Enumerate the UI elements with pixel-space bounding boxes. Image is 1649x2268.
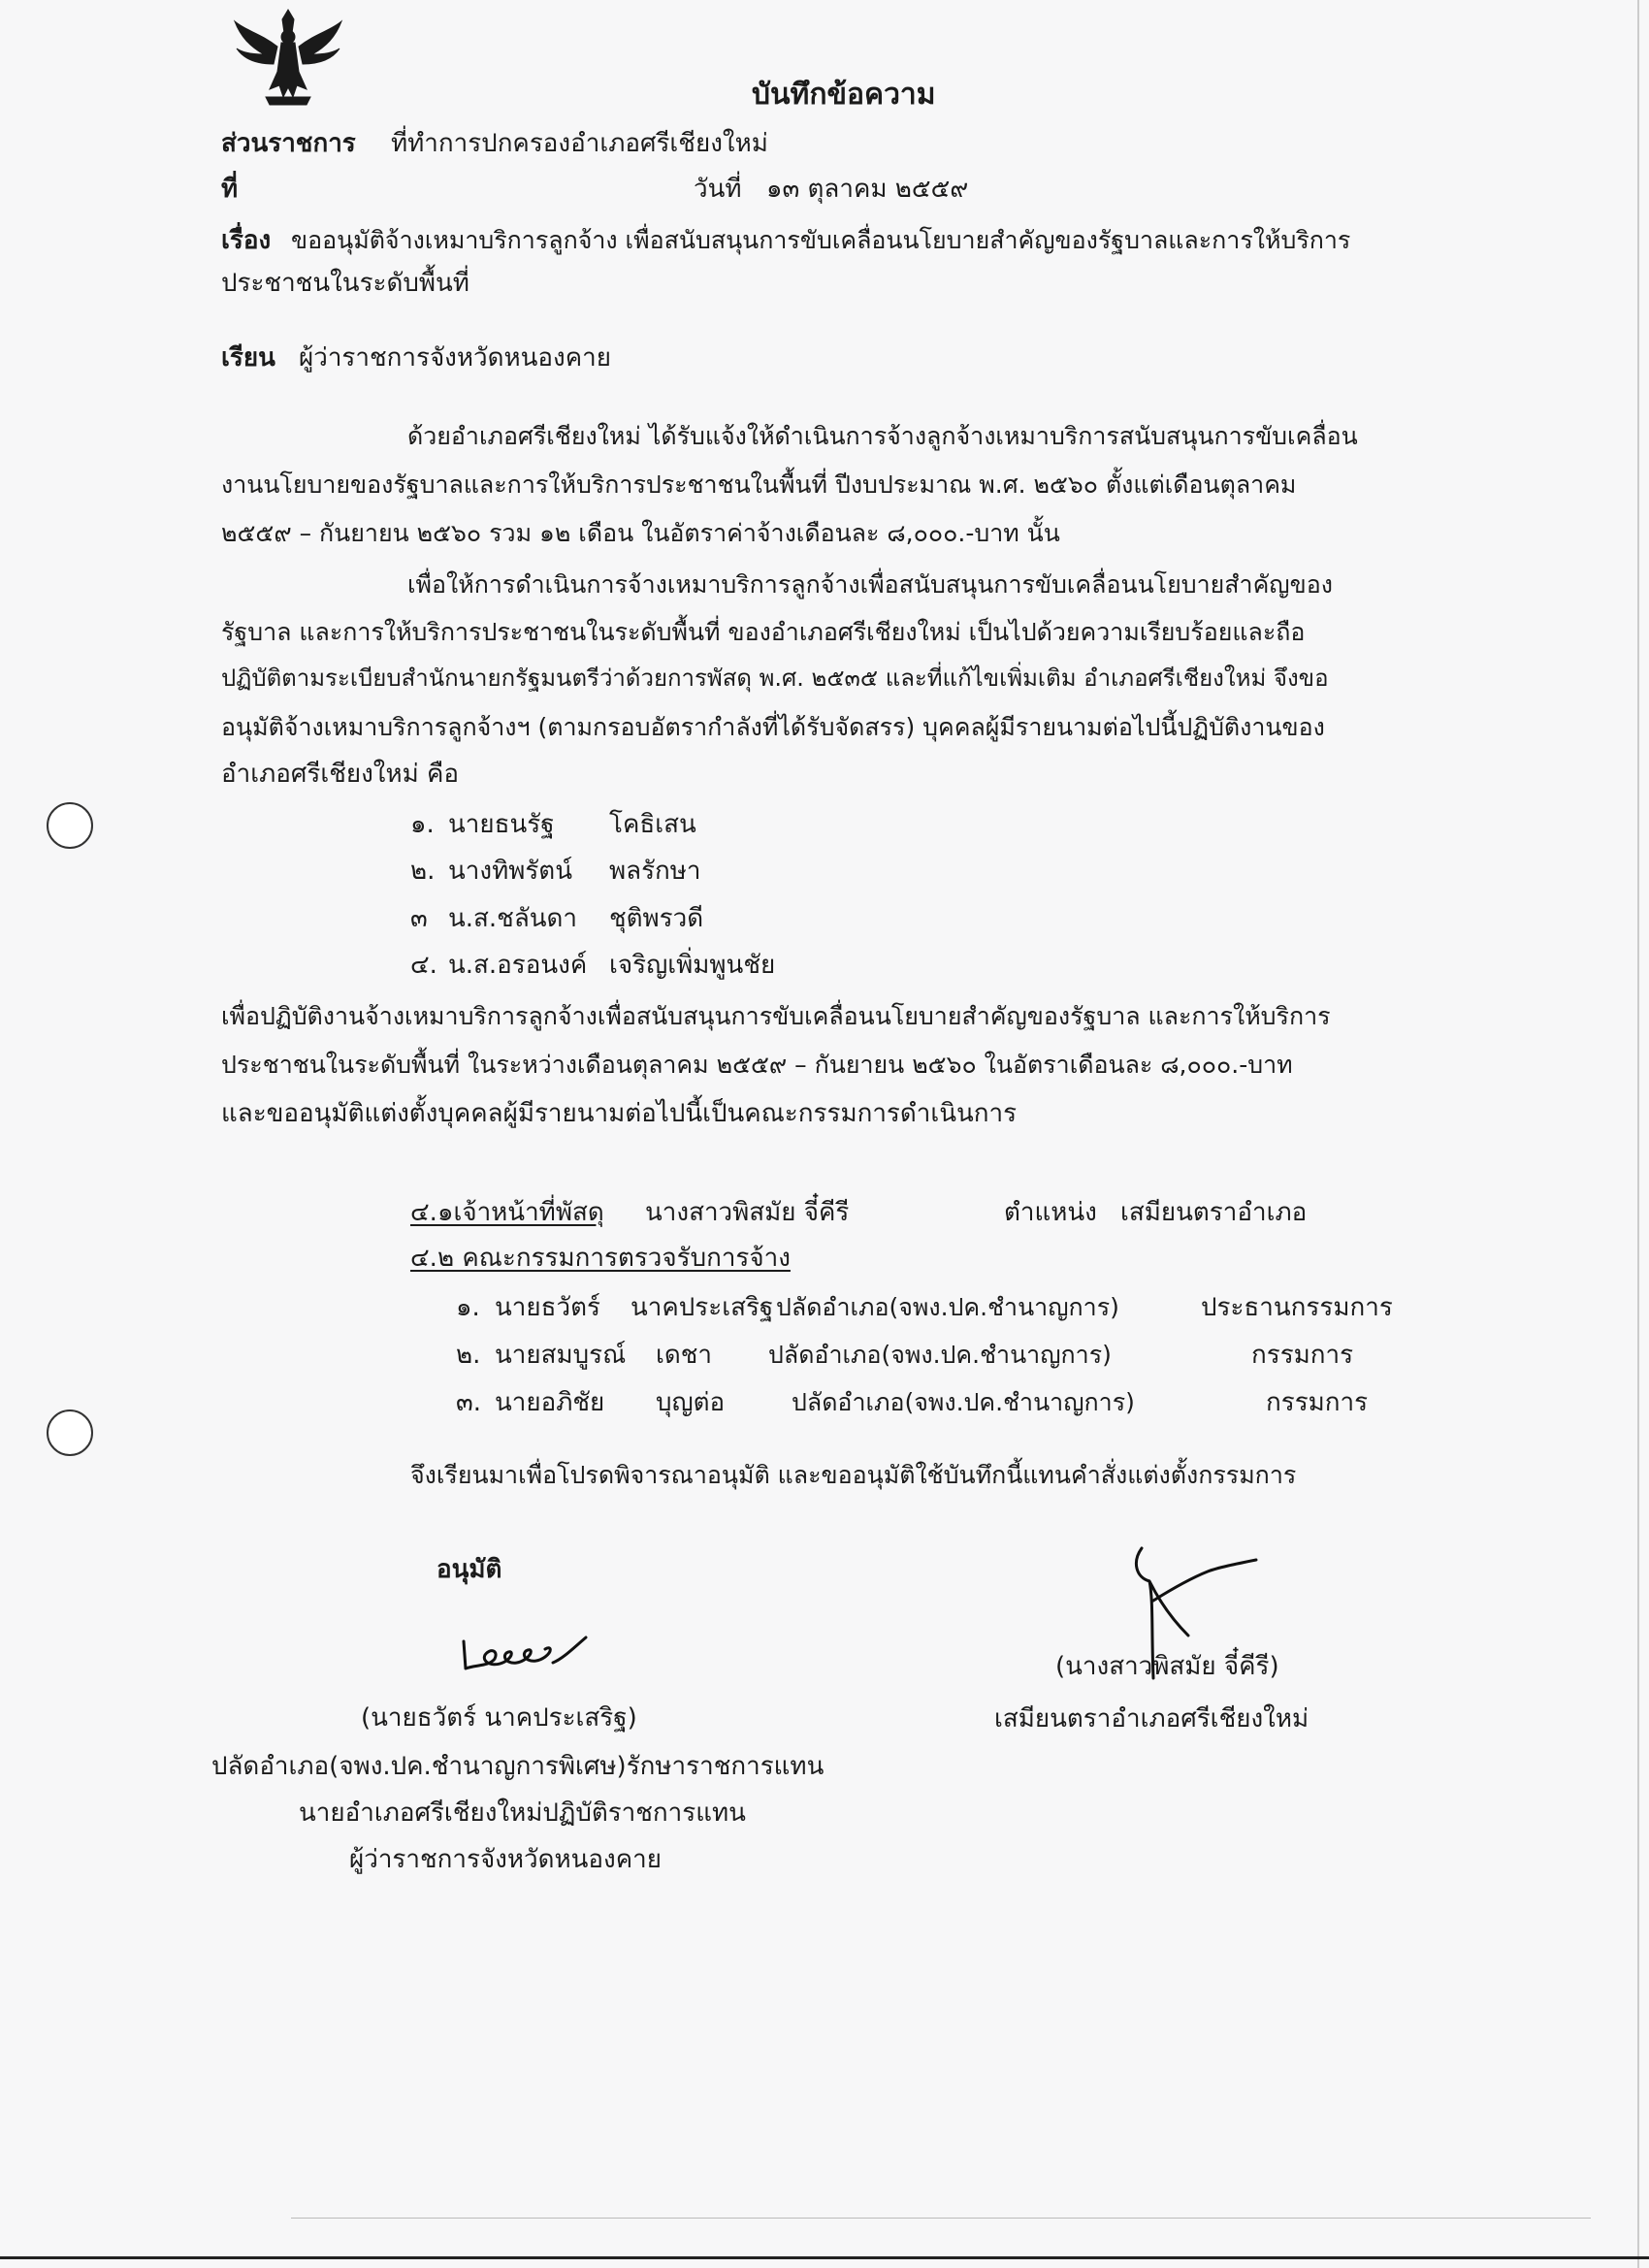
subject-label: เรื่อง: [221, 226, 272, 255]
supply-officer-label: ๔.๑เจ้าหน้าที่พัสดุ: [410, 1198, 604, 1227]
committee-last-name: บุญต่อ: [656, 1388, 726, 1417]
agency-label: ส่วนราชการ: [221, 129, 356, 158]
employee-last-name: ชุติพรวดี: [609, 904, 704, 933]
committee-number: ๓.: [456, 1388, 482, 1417]
committee-first-name: นายสมบูรณ์: [495, 1341, 627, 1370]
employee-last-name: เจริญเพิ่มพูนชัย: [609, 951, 776, 980]
punch-hole: [47, 1409, 93, 1456]
punch-hole: [47, 802, 93, 849]
para2-line: เพื่อให้การดำเนินการจ้างเหมาบริการลูกจ้างเพื่อสนับสนุนการขับเคลื่อนนโยบายสำคัญของ: [407, 570, 1333, 599]
employee-first-name: น.ส.ชลันดา: [448, 904, 578, 933]
para1-line: งานนโยบายของรัฐบาลและการให้บริการประชาชนในพื้นที่ ปีงบประมาณ พ.ศ. ๒๕๖๐ ตั้งแต่เดือนตุลาคม: [221, 470, 1297, 499]
para2-line: รัฐบาล และการให้บริการประชาชนในระดับพื้นที่ ของอำเภอศรีเชียงใหม่ เป็นไปด้วยความเรียบร้อยและถือ: [221, 618, 1306, 646]
supply-officer-position: เสมียนตราอำเภอ: [1120, 1198, 1308, 1227]
scan-edge: [1637, 0, 1639, 2268]
to-label: เรียน: [221, 343, 275, 373]
signer-name: (นางสาวพิสมัย จี๋คีรี): [1055, 1652, 1279, 1681]
para3-line: และขออนุมัติแต่งตั้งบุคคลผู้มีรายนามต่อไปนี้เป็นคณะกรรมการดำเนินการ: [221, 1099, 1018, 1128]
approver-title-line: นายอำเภอศรีเชียงใหม่ปฏิบัติราชการแทน: [299, 1798, 746, 1828]
committee-last-name: นาคประเสริฐ: [630, 1293, 774, 1322]
committee-role: กรรมการ: [1266, 1388, 1369, 1417]
committee-role: กรรมการ: [1251, 1341, 1354, 1370]
date-value: ๑๓ ตุลาคม ๒๕๕๙: [766, 175, 969, 204]
supply-officer-position-label: ตำแหน่ง: [1004, 1198, 1097, 1227]
scan-line: [291, 2218, 1591, 2219]
committee-label: ๔.๒ คณะกรรมการตรวจรับการจ้าง: [410, 1244, 791, 1273]
para2-line: อำเภอศรีเชียงใหม่ คือ: [221, 760, 460, 789]
approver-title-line: ปลัดอำเภอ(จพง.ปค.ชำนาญการพิเศษ)รักษาราชการแทน: [211, 1752, 824, 1781]
committee-position: ปลัดอำเภอ(จพง.ปค.ชำนาญการ): [768, 1341, 1112, 1369]
committee-role: ประธานกรรมการ: [1201, 1293, 1393, 1322]
para2-line: ปฏิบัติตามระเบียบสำนักนายกรัฐมนตรีว่าด้วยการพัสดุ พ.ศ. ๒๕๓๕ และที่แก้ไขเพิ่มเติม อำเภอศรีเชียงใหม่ จึงขอ: [221, 664, 1329, 692]
employee-number: ๔.: [410, 951, 437, 980]
employee-number: ๒.: [410, 857, 436, 886]
approver-signature: [456, 1630, 601, 1678]
para1-line: ด้วยอำเภอศรีเชียงใหม่ ได้รับแจ้งให้ดำเนินการจ้างลูกจ้างเหมาบริการสนับสนุนการขับเคลื่อน: [407, 422, 1358, 450]
employee-first-name: นายธนรัฐ: [448, 810, 555, 839]
ref-label: ที่: [221, 175, 239, 204]
para1-line: ๒๕๕๙ – กันยายน ๒๕๖๐ รวม ๑๒ เดือน ในอัตราค่าจ้างเดือนละ ๘,๐๐๐.-บาท นั้น: [221, 519, 1060, 547]
agency-value: ที่ทำการปกครองอำเภอศรีเชียงใหม่: [391, 129, 768, 158]
committee-first-name: นายอภิชัย: [495, 1388, 605, 1417]
date-label: วันที่: [694, 175, 742, 204]
para2-line: อนุมัติจ้างเหมาบริการลูกจ้างฯ (ตามกรอบอัตรากำลังที่ได้รับจัดสรร) บุคคลผู้มีรายนามต่อไปนี้ปฏิบัติงานของ: [221, 713, 1325, 741]
signer-title: เสมียนตราอำเภอศรีเชียงใหม่: [994, 1704, 1310, 1733]
subject-line-1: ขออนุมัติจ้างเหมาบริการลูกจ้าง เพื่อสนับสนุนการขับเคลื่อนนโยบายสำคัญของรัฐบาลและการให้บริการ: [291, 226, 1351, 254]
para3-line: ประชาชนในระดับพื้นที่ ในระหว่างเดือนตุลาคม ๒๕๕๙ – กันยายน ๒๕๖๐ ในอัตราเดือนละ ๘,๐๐๐.-บาท: [221, 1051, 1293, 1079]
approval-label: อนุมัติ: [436, 1555, 502, 1584]
to-value: ผู้ว่าราชการจังหวัดหนองคาย: [299, 343, 611, 373]
committee-position: ปลัดอำเภอ(จพง.ปค.ชำนาญการ): [776, 1293, 1119, 1321]
approver-name: (นายธวัตร์ นาคประเสริฐ): [361, 1703, 637, 1733]
scan-edge: [0, 2256, 1649, 2259]
employee-first-name: นางทิพรัตน์: [448, 857, 572, 886]
closing-text: จึงเรียนมาเพื่อโปรดพิจารณาอนุมัติ และขออนุมัติใช้บันทึกนี้แทนคำสั่งแต่งตั้งกรรมการ: [410, 1461, 1297, 1489]
employee-last-name: โคธิเสน: [609, 810, 696, 839]
employee-number: ๓: [410, 904, 428, 933]
employee-first-name: น.ส.อรอนงค์: [448, 951, 588, 980]
employee-last-name: พลรักษา: [609, 857, 701, 886]
committee-number: ๒.: [456, 1341, 481, 1370]
committee-last-name: เดชา: [656, 1341, 713, 1370]
approver-title-line: ผู้ว่าราชการจังหวัดหนองคาย: [349, 1845, 662, 1874]
employee-number: ๑.: [410, 810, 435, 839]
subject-line-2: ประชาชนในระดับพื้นที่: [221, 269, 469, 298]
memo-title: บันทึกข้อความ: [752, 78, 936, 112]
para3-line: เพื่อปฏิบัติงานจ้างเหมาบริการลูกจ้างเพื่อสนับสนุนการขับเคลื่อนนโยบายสำคัญของรัฐบาล และการให้บริการ: [221, 1002, 1331, 1030]
committee-first-name: นายธวัตร์: [495, 1293, 600, 1322]
committee-position: ปลัดอำเภอ(จพง.ปค.ชำนาญการ): [792, 1388, 1135, 1416]
committee-number: ๑.: [456, 1293, 480, 1322]
garuda-emblem-icon: [231, 4, 345, 111]
supply-officer-name: นางสาวพิสมัย จี๋คีรี: [645, 1198, 850, 1227]
